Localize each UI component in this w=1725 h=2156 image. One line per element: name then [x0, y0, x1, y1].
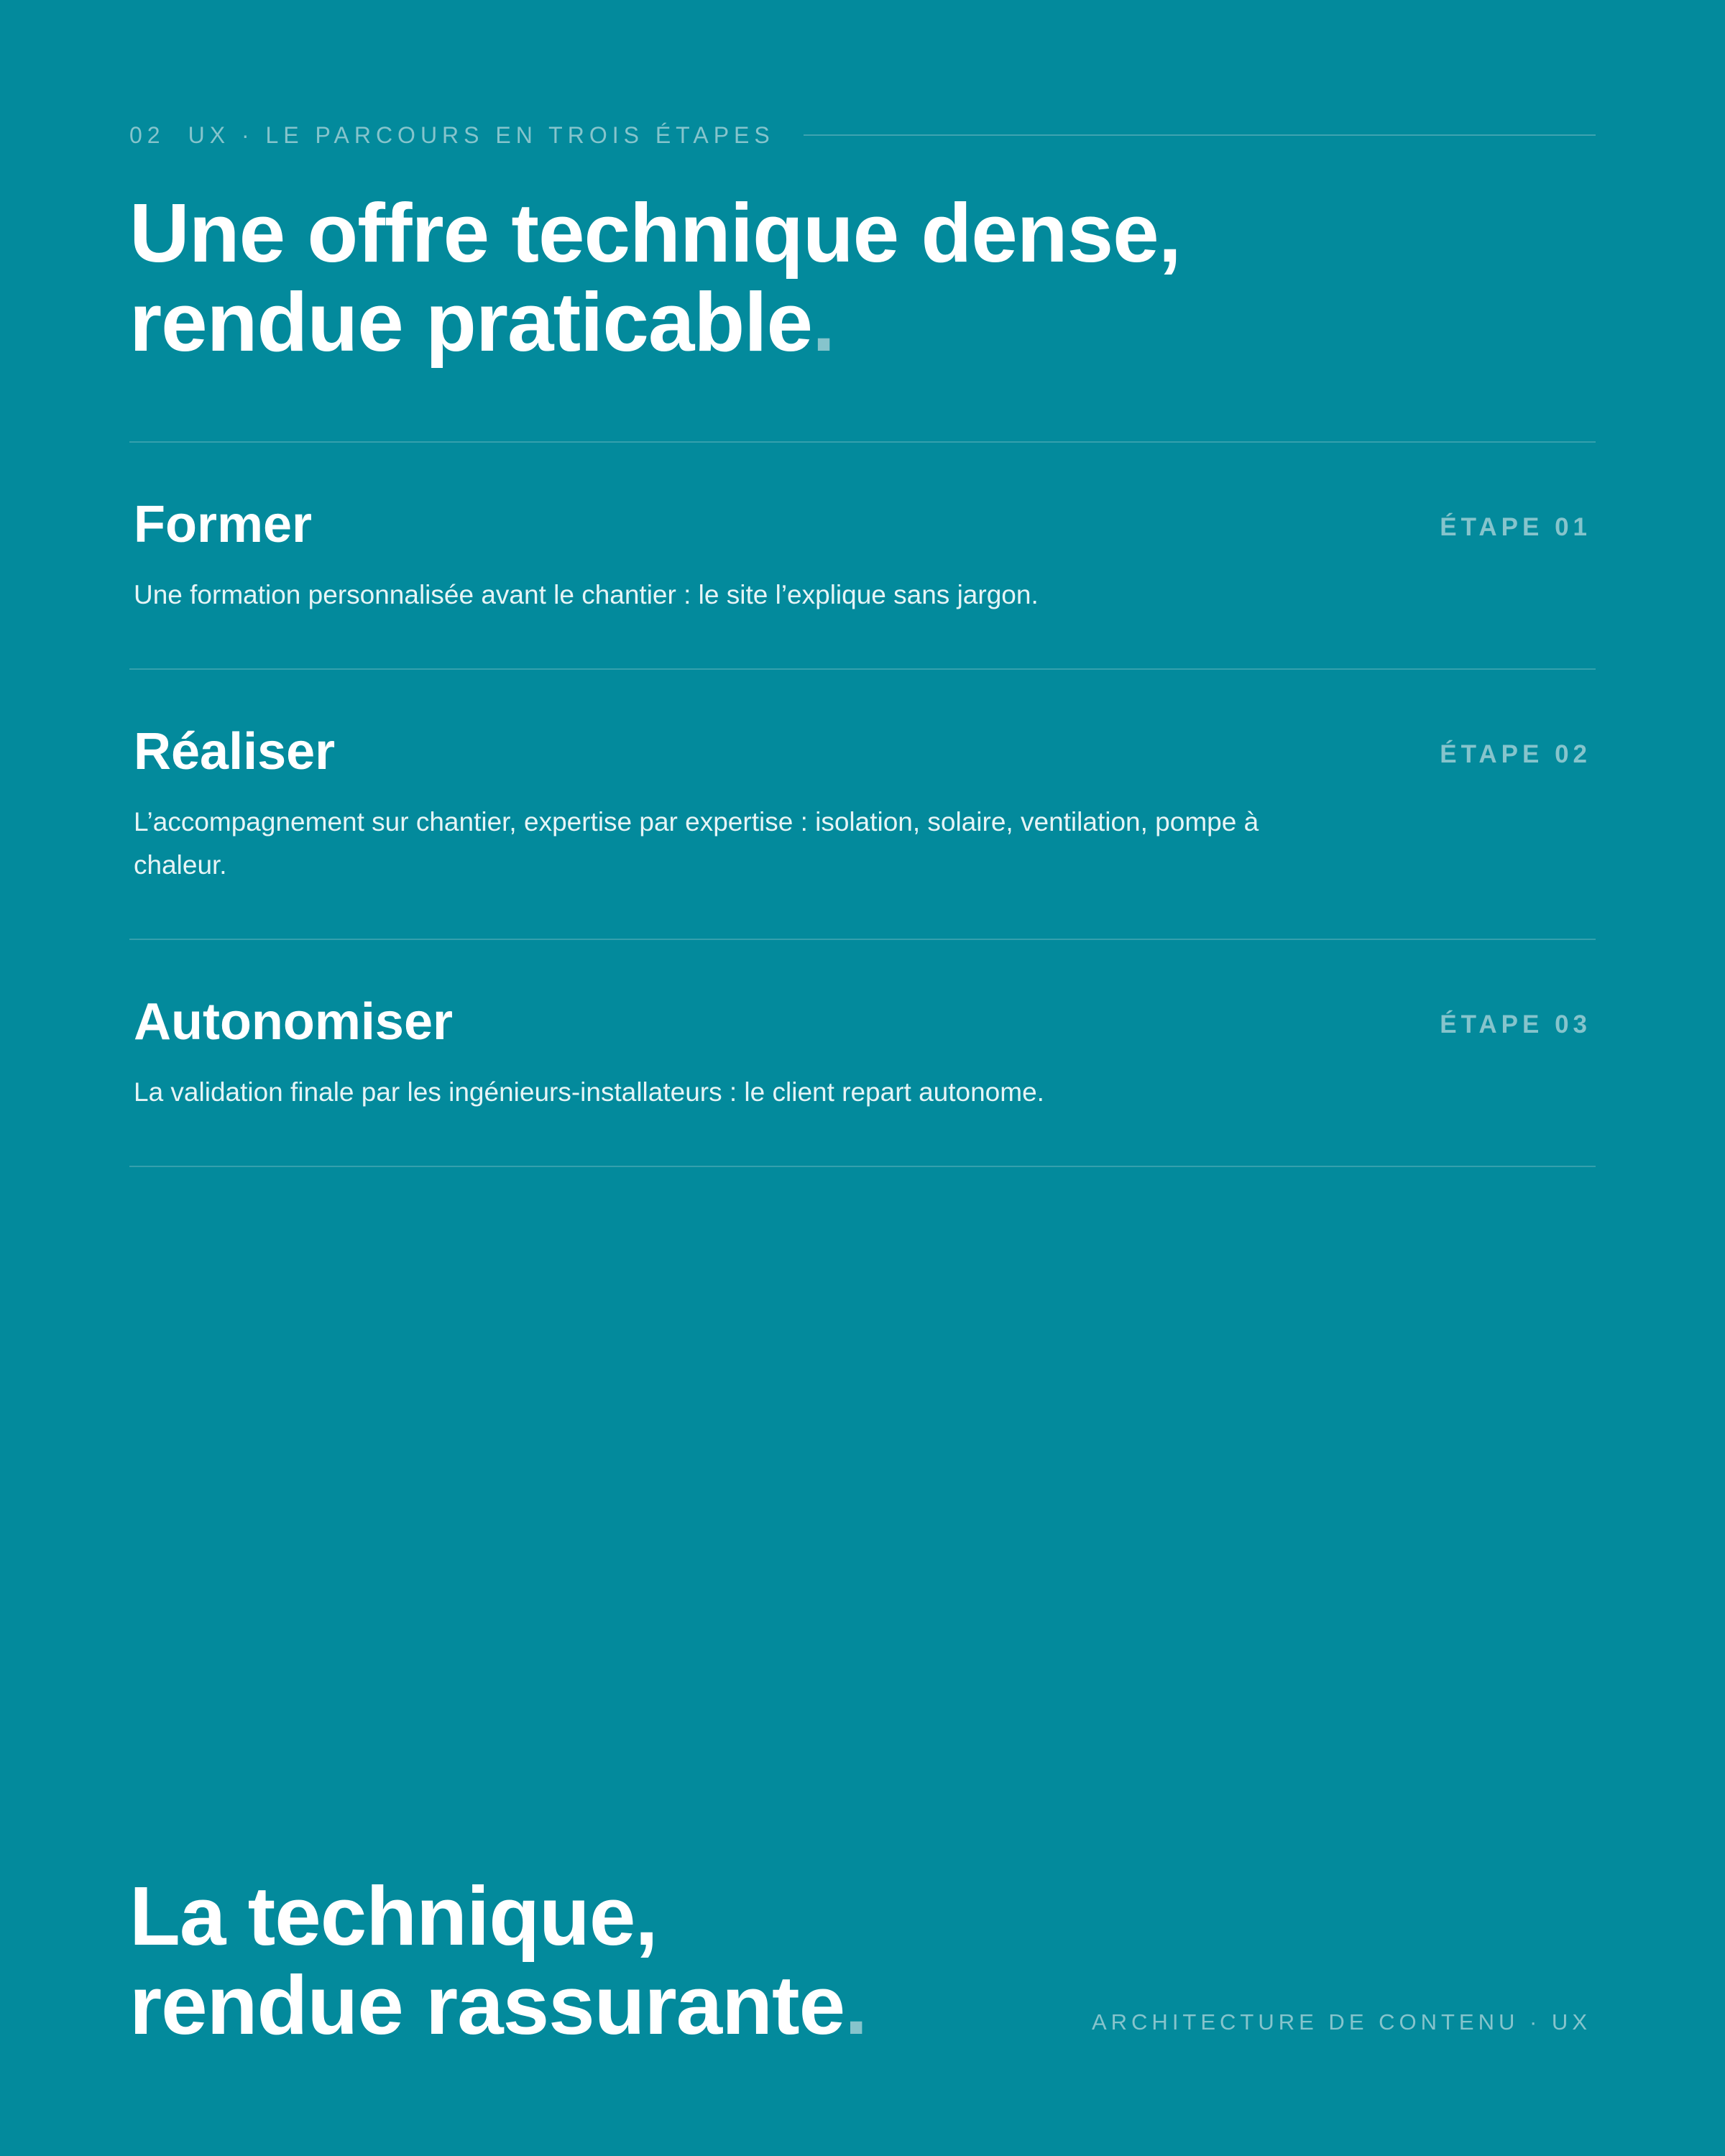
step-label: ÉTAPE 02: [1440, 740, 1591, 768]
footer-headline-line-1: La technique,: [129, 1869, 658, 1963]
step-item-realiser: [129, 670, 1596, 940]
headline-accent-dot: .: [811, 275, 835, 369]
step-title: Réaliser: [134, 723, 336, 780]
step-label: ÉTAPE 01: [1440, 513, 1591, 541]
step-item-autonomiser: [129, 940, 1596, 1167]
steps-list: [129, 441, 1596, 1167]
footer-headline-line-2-text: rendue rassurante: [129, 1958, 845, 2052]
page-headline: [129, 188, 1596, 367]
eyebrow-divider: [804, 134, 1596, 136]
footer-caption: ARCHITECTURE DE CONTENU · UX: [1091, 2009, 1591, 2035]
step-item-former: [129, 443, 1596, 670]
footer-headline: [129, 1871, 867, 2050]
headline-line-2: [129, 277, 1596, 367]
section-eyebrow: [129, 121, 1596, 149]
headline-line-1: Une offre technique dense,: [129, 186, 1181, 280]
step-label: ÉTAPE 03: [1440, 1010, 1591, 1038]
step-title: Autonomiser: [134, 993, 454, 1051]
step-title: Former: [134, 496, 313, 553]
section-number: 02: [129, 122, 165, 148]
headline-line-2-text: rendue praticable: [129, 275, 812, 369]
footer-headline-line-2: [129, 1958, 868, 2052]
step-description: L’accompagnement sur chantier, expertise par expertise : isolation, solaire, ventilation, pompe à chaleur.: [134, 807, 1259, 880]
step-description: Une formation personnalisée avant le chantier : le site l’explique sans jargon.: [134, 580, 1039, 609]
section-title: UX · LE PARCOURS EN TROIS ÉTAPES: [188, 122, 775, 148]
step-description: La validation finale par les ingénieurs-installateurs : le client repart autonome.: [134, 1077, 1044, 1107]
footer-accent-dot: .: [845, 1958, 868, 2052]
page: [129, 0, 1596, 2156]
